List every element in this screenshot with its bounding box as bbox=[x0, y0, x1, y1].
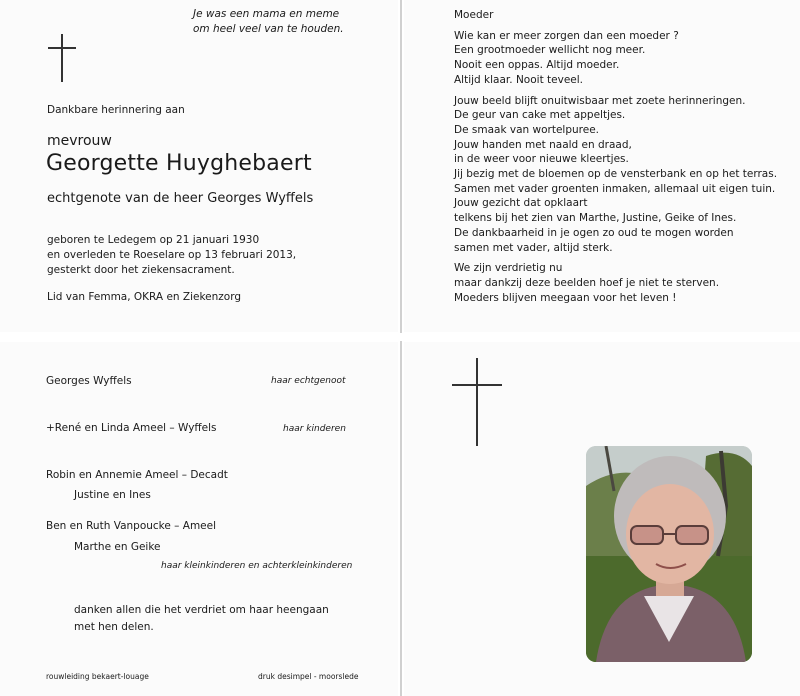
thanks-line-1: danken allen die het verdriet om haar heengaan bbox=[74, 604, 329, 616]
cross-icon bbox=[48, 34, 76, 82]
spouse-name: Georges Wyffels bbox=[46, 375, 132, 387]
poem-line: Moeders blijven meegaan voor het leven ! bbox=[454, 291, 677, 304]
poem-line: Samen met vader groenten inmaken, allemaal uit eigen tuin. bbox=[454, 182, 776, 195]
grandchildren-role: haar kleinkinderen en achterkleinkinderen bbox=[161, 561, 353, 571]
poem-stanza-3 bbox=[454, 261, 777, 305]
children-role: haar kinderen bbox=[283, 424, 346, 434]
family-2-kids: Marthe en Geike bbox=[74, 541, 161, 553]
poem-line: De geur van cake met appeltjes. bbox=[454, 109, 626, 122]
poem-line: Jouw gezicht dat opklaart bbox=[454, 197, 588, 210]
poem-line: Jij bezig met de bloemen op de vensterbank en op het terras. bbox=[454, 168, 778, 181]
horizontal-gap bbox=[0, 333, 800, 341]
sacrament-line: gesterkt door het ziekensacrament. bbox=[47, 264, 235, 276]
poem-line: Jouw handen met naald en draad, bbox=[454, 138, 632, 151]
spouse-line: echtgenote van de heer Georges Wyffels bbox=[47, 191, 314, 206]
portrait-photo bbox=[586, 446, 752, 662]
family-panel bbox=[0, 342, 398, 696]
poem-title-block bbox=[454, 8, 777, 23]
poem-stanza-1 bbox=[454, 29, 777, 88]
honorific: mevrouw bbox=[47, 133, 112, 149]
poem-line: Een grootmoeder wellicht nog meer. bbox=[454, 44, 646, 57]
poem bbox=[454, 8, 777, 311]
family-1: Robin en Annemie Ameel – Decadt bbox=[46, 469, 228, 481]
poem-line: De smaak van wortelpuree. bbox=[454, 123, 599, 136]
poem-line: telkens bij het zien van Marthe, Justine, Geike of Ines. bbox=[454, 212, 737, 225]
motto-line-1: Je was een mama en meme bbox=[193, 8, 340, 20]
poem-stanza-2 bbox=[454, 94, 777, 256]
funeral-director: rouwleiding bekaert-louage bbox=[46, 672, 149, 681]
spouse-role: haar echtgenoot bbox=[271, 376, 346, 386]
family-1-kids: Justine en Ines bbox=[74, 489, 151, 501]
poem-line: Nooit een oppas. Altijd moeder. bbox=[454, 59, 620, 72]
poem-line: Wie kan er meer zorgen dan een moeder ? bbox=[454, 29, 679, 42]
poem-line: We zijn verdrietig nu bbox=[454, 262, 563, 275]
family-2: Ben en Ruth Vanpoucke – Ameel bbox=[46, 520, 217, 532]
poem-line: Altijd klaar. Nooit teveel. bbox=[454, 73, 583, 86]
vertical-fold bbox=[400, 0, 402, 696]
birth-line: geboren te Ledegem op 21 januari 1930 bbox=[47, 234, 260, 246]
portrait-icon bbox=[586, 446, 752, 662]
poem-line: in de weer voor nieuwe kleertjes. bbox=[454, 153, 629, 166]
poem-line: samen met vader, altijd sterk. bbox=[454, 241, 613, 254]
deceased-name: Georgette Huyghebaert bbox=[46, 151, 312, 176]
cross-icon bbox=[452, 358, 502, 446]
poem-line: De dankbaarheid in je ogen zo oud te mogen worden bbox=[454, 226, 734, 239]
children-name: +René en Linda Ameel – Wyffels bbox=[46, 422, 217, 434]
poem-title: Moeder bbox=[454, 9, 494, 21]
remembrance-text: Dankbare herinnering aan bbox=[47, 104, 185, 116]
poem-line: maar dankzij deze beelden hoef je niet te sterven. bbox=[454, 276, 720, 289]
thanks-line-2: met hen delen. bbox=[74, 621, 154, 633]
death-line: en overleden te Roeselare op 13 februari 2013, bbox=[47, 249, 297, 261]
poem-line: Jouw beeld blijft onuitwisbaar met zoete herinneringen. bbox=[454, 94, 746, 107]
membership-line: Lid van Femma, OKRA en Ziekenzorg bbox=[47, 291, 242, 303]
printer: druk desimpel - moorslede bbox=[258, 672, 359, 681]
motto-line-2: om heel veel van te houden. bbox=[193, 23, 344, 35]
